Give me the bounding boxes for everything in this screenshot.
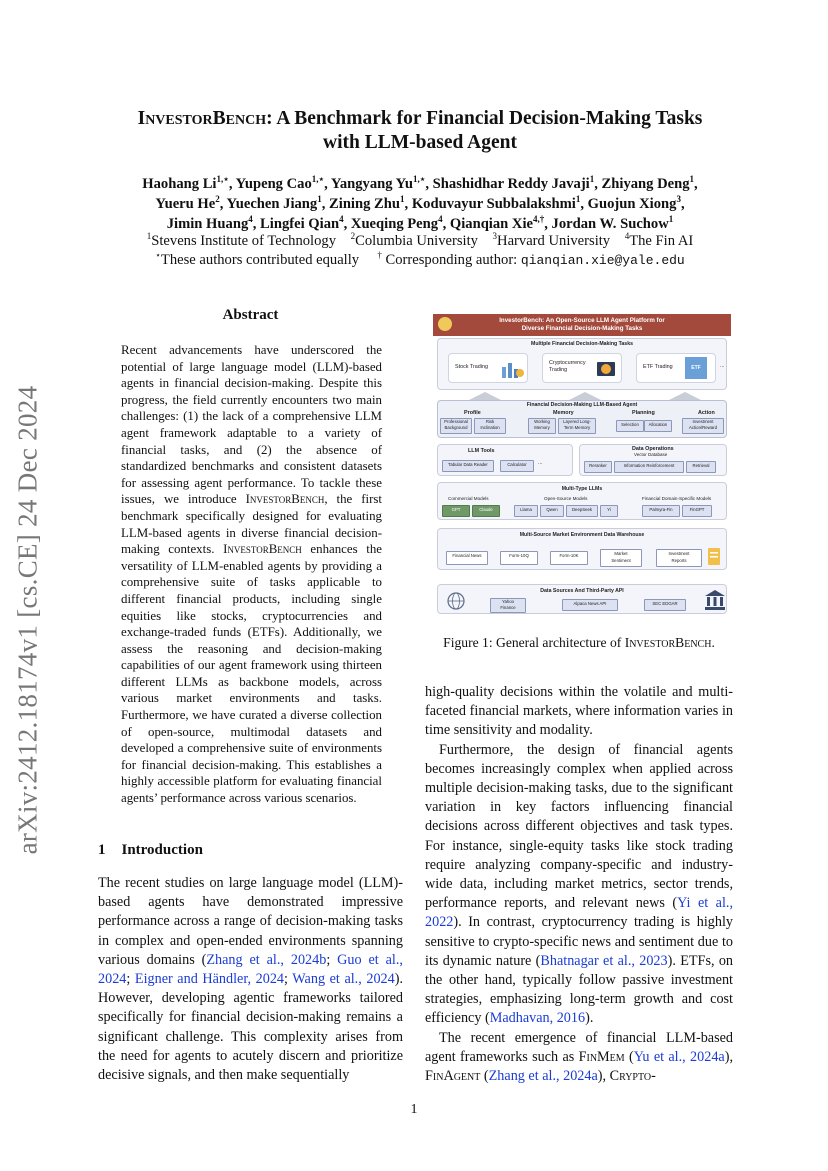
box-line: Background xyxy=(444,425,468,430)
intro-left-column xyxy=(98,874,403,1085)
figure-banner xyxy=(433,314,731,336)
intro-paragraph: The recent emergence of financial LLM-based agent frameworks such as FinMem (Yu et al., 2024a), FinAgent (Zhang et al., 2024a), Crypto- xyxy=(425,1029,733,1085)
document-icon xyxy=(706,547,722,567)
author-name: Yangyang Yu xyxy=(330,176,413,192)
citation-link[interactable]: Yi et al., 2022 xyxy=(425,895,733,931)
warehouse-title: Multi-Source Market Environment Data Warehouse xyxy=(519,532,645,538)
author-sup: 1,⋆ xyxy=(311,174,325,185)
box-line: Investment xyxy=(692,419,714,424)
src-sec-edgar: SEC EDGAR xyxy=(644,599,686,611)
memory-label: Memory xyxy=(553,410,574,416)
intro-text: Furthermore, the design of financial agents becomes increasingly complex when applied across multiple decision-making tasks, due to the significant variation in key factors influencing financial decisions across different objectives and task types. For instance, single-equity tasks like stock trading require analyzing company-specific and industry-wide data, including market metrics, sector trends, performance reports, and relevant news ( xyxy=(425,741,733,912)
commercial-label: Commercial Models xyxy=(448,496,489,501)
citation-separator: ), xyxy=(724,1048,733,1065)
sources-title: Data Sources And Third-Party API xyxy=(540,588,624,594)
tasks-panel xyxy=(437,338,727,390)
author-name: Yueru He xyxy=(155,196,216,212)
box-line: Yahoo xyxy=(501,599,515,604)
author-name: Yupeng Cao xyxy=(235,176,312,192)
intro-right-column xyxy=(425,683,733,1086)
title-benchmark-name: InvestorBench xyxy=(137,108,267,129)
author-name: Guojun Xiong xyxy=(587,196,677,212)
author-name: Yuechen Jiang xyxy=(226,196,318,212)
citation-link[interactable]: Guo et al., 2024 xyxy=(98,951,403,988)
data-warehouse-panel xyxy=(437,528,727,570)
model-qwen: Qwen xyxy=(540,505,564,517)
affil-sup: 1 xyxy=(146,231,152,242)
abstract-benchmark-name: InvestorBench xyxy=(223,542,302,557)
architecture-figure xyxy=(433,314,731,620)
profile-risk xyxy=(474,418,506,434)
author-line-3: Jimin Huang$^4$, Lingfei Qian$^4$, Xueqing Peng$^4$, Qianqian Xie$^{4,\dagger}$, Jordan W. Suchow$^1$ xyxy=(166,214,674,232)
llms-panel xyxy=(437,482,727,520)
planning-allocation: Allocation xyxy=(644,420,672,432)
intro-paragraph: high-quality decisions within the volatile and multi-faceted financial markets, where information varies in time sensitivity and modality. xyxy=(425,684,733,739)
author-sup: 3 xyxy=(676,194,681,205)
banner-line: InvestorBench: An Open-Source LLM Agent Platform for xyxy=(499,317,665,324)
box-line: Sentiment xyxy=(611,558,631,563)
affiliation-name: Columbia University xyxy=(355,233,478,249)
memory-working xyxy=(528,418,556,434)
op-info-reinforcement: Information Reinforcement xyxy=(614,461,684,473)
model-yi: Yi xyxy=(600,505,618,517)
etf-icon: ETF xyxy=(685,357,707,379)
author-name: Zhiyang Deng xyxy=(601,176,690,192)
author-line-1: Haohang $Li^{1,⋆}$, Yupeng Cao$^{1,⋆}$, Yangyang $Yu^{1,⋆}$, Shashidhar Reddy Javaji$^1$, Zhiyang Deng$^1$, xyxy=(142,174,698,192)
arxiv-sidebar-id xyxy=(6,365,50,875)
opensource-label: Open-Source Models xyxy=(544,496,588,501)
citation-link[interactable]: Eigner and Händler, 2024 xyxy=(134,971,285,988)
action-label: Action xyxy=(698,410,715,416)
box-line: Action/Reward xyxy=(689,425,717,430)
data-sources-panel xyxy=(437,584,727,614)
agent-panel xyxy=(437,400,727,438)
source-investment-reports xyxy=(656,549,702,567)
author-name: Zining Zhu xyxy=(329,196,401,212)
citation-link[interactable]: Zhang et al., 2024b xyxy=(206,951,327,968)
source-form-10k: Form-10K xyxy=(550,551,588,565)
box-line: Finance xyxy=(500,605,516,610)
author-sup: 4 xyxy=(248,214,253,225)
tool-calculator: Calculator xyxy=(500,460,534,472)
author-list xyxy=(70,174,770,234)
model-fingpt: FinGPT xyxy=(682,505,712,517)
author-name: Qianqian Xie xyxy=(449,216,533,232)
citation-link[interactable]: Madhavan, 2016 xyxy=(489,1010,586,1027)
framework-name: Crypto- xyxy=(609,1068,656,1085)
affil-sup: 3 xyxy=(492,231,498,242)
tool-tabular-reader: Tabular Data Reader xyxy=(442,460,494,472)
model-gpt: GPT xyxy=(442,505,470,517)
author-sup: 1 xyxy=(689,174,695,185)
box-line: Working xyxy=(534,419,550,424)
box-line: Memory xyxy=(534,425,550,430)
abstract-body xyxy=(121,342,382,807)
data-operations-panel xyxy=(579,444,727,476)
author-sup: 4 xyxy=(339,214,344,225)
box-line: Professional xyxy=(444,419,468,424)
author-sup: 2 xyxy=(215,194,220,205)
caption-suffix: . xyxy=(711,635,715,650)
paper-title xyxy=(90,107,750,155)
task-label: Cryptocurrency xyxy=(549,360,586,366)
planning-label: Planning xyxy=(632,410,655,416)
author-sup: 1 xyxy=(589,174,595,185)
profile-label: Profile xyxy=(464,410,481,416)
affiliations xyxy=(70,232,770,270)
corresponding-email[interactable]: qianqian.xie@yale.edu xyxy=(520,253,685,268)
llms-title: Multi-Type LLMs xyxy=(561,486,603,492)
vector-db-label: Vector Database xyxy=(634,452,668,457)
box-line: Reports xyxy=(671,558,687,563)
equal-sup: ⋆ xyxy=(155,250,161,261)
title-line2: with LLM-based Agent xyxy=(323,132,517,153)
abstract-text: , the first benchmark specifically designed for evaluating LLM-based agents in diverse financial decision-making contexts. xyxy=(121,492,382,557)
affiliation-name: Stevens Institute of Technology xyxy=(151,233,337,249)
findomain-label: Financial Domain-Specific Models xyxy=(642,496,712,501)
task-stock xyxy=(448,353,528,383)
more-ellipsis: ... xyxy=(538,460,543,466)
source-form-10q: Form-10Q xyxy=(500,551,538,565)
author-name: Haohang Li xyxy=(142,176,217,192)
author-sup: 1 xyxy=(575,194,581,205)
task-label: ETF Trading xyxy=(643,364,673,370)
citation-link[interactable]: Yu et al., 2024a xyxy=(633,1048,725,1065)
op-retrieval: Retrieval xyxy=(686,461,716,473)
affiliation-name: The Fin AI xyxy=(629,233,694,249)
robot-icon xyxy=(438,317,452,331)
task-label: Stock Trading xyxy=(455,364,488,370)
author-sup: 1 xyxy=(400,194,405,205)
affiliation-name: Harvard University xyxy=(497,233,611,249)
title-line1-rest: : A Benchmark for Financial Decision-Making Tasks xyxy=(266,108,703,129)
citation-link[interactable]: Bhatnagar et al., 2023 xyxy=(540,952,668,969)
box-line: Inclination xyxy=(480,425,500,430)
source-financial-news: Financial News xyxy=(446,551,488,565)
tools-title: LLM Tools xyxy=(468,448,495,454)
more-ellipsis: ... xyxy=(720,363,725,369)
bar-chart-icon xyxy=(501,359,525,379)
task-crypto xyxy=(542,353,622,383)
dataops-title: Data Operations xyxy=(632,446,674,452)
src-yahoo-finance xyxy=(490,598,526,613)
abstract-text: enhances the versatility of LLM-enabled agents by providing a comprehensive suite of tasks applicable to different financial products, including single equities like stocks, cryptocurrencies and exchange-traded funds (ETFs). Additionally, we assess the reasoning and decision-making capabilities of our agent framework using thirteen different LLMs as backbone models, across various market environments and tasks. Furthermore, we have curated a diverse collection of open-source, multimodal datasets and developed a comprehensive suite of environments for financial decision-making. This establishes a highly accessible platform for evaluating financial agents’ performance across various scenarios. xyxy=(121,542,382,806)
author-name: Shashidhar Reddy Javaji xyxy=(432,176,590,192)
author-name: Lingfei Qian xyxy=(260,216,340,232)
action-investment xyxy=(682,418,724,434)
tasks-title: Multiple Financial Decision-Making Tasks xyxy=(531,341,633,347)
caption-benchmark-name: InvestorBench xyxy=(624,635,712,650)
author-sup: 4 xyxy=(438,214,443,225)
affil-sup: 2 xyxy=(350,231,356,242)
corresponding-note: Corresponding author: xyxy=(385,252,521,268)
model-palmyra: Palmyra-Fin xyxy=(642,505,680,517)
intro-text: ). xyxy=(585,1010,594,1027)
corr-sup: † xyxy=(377,250,382,261)
model-claude: Claude xyxy=(472,505,500,517)
box-line: Layered Long- xyxy=(563,419,591,424)
citation-separator: ), xyxy=(597,1068,610,1085)
abstract-benchmark-name: InvestorBench xyxy=(245,492,325,507)
page-number: 1 xyxy=(410,1102,418,1117)
intro-text: The recent emergence of financial LLM-based agent frameworks such as xyxy=(425,1029,733,1065)
abstract-heading: Abstract xyxy=(222,307,279,323)
box-line: Market xyxy=(614,551,628,556)
framework-name: FinAgent xyxy=(425,1068,481,1085)
institution-icon xyxy=(704,589,726,611)
agent-title: Financial Decision-Making LLM-Based Agent xyxy=(526,402,638,408)
src-alpaca: Alpaca News API xyxy=(562,599,618,611)
section-number: 1 xyxy=(98,842,106,858)
affil-sup: 4 xyxy=(624,231,630,242)
author-sup: 1,⋆ xyxy=(412,174,426,185)
author-line-2: Yueru He$^2$, Yuechen Jiang$^1$, Zining Zhu$^1$, Koduvayur Subbalakshmi$^1$, Guojun Xiong$^3$, xyxy=(155,194,685,212)
intro-text: ). In contrast, cryptocurrency trading is highly sensitive to crypto-specific news and sentiment due to its dynamic nature ( xyxy=(425,914,733,969)
model-deepseek: DeepSeek xyxy=(566,505,598,517)
model-llama: Llama xyxy=(514,505,538,517)
author-sup: 1 xyxy=(668,214,674,225)
source-market-sentiment xyxy=(600,549,642,567)
section-title: Introduction xyxy=(121,842,203,858)
citation-separator: ; xyxy=(326,951,338,968)
intro-text: ). However, developing agentic frameworks tailored specifically for financial decision-making remains a significant challenge. This complexity arises from the need for agents to acutely discern and prioritize decisive signals, and then make sequentially xyxy=(98,971,404,1084)
llm-tools-panel xyxy=(437,444,573,476)
affiliation-line xyxy=(70,232,770,251)
profile-professional xyxy=(440,418,472,434)
intro-text: ). ETFs, on the other hand, typically follow passive investment strategies, emphasizing long-term growth and cost efficiency ( xyxy=(425,952,734,1027)
caption-text: Figure 1: General architecture of xyxy=(443,635,625,650)
abstract-text: Recent advancements have underscored the potential of large language model (LLM)-based agents in financial decision-making. Despite this progress, the field currently encounters two main challenges: (1) the lack of a comprehensive LLM agent framework adaptable to a variety of financial tasks, and (2) the absence of standardized benchmarks and consistent datasets for assessing agent performance. To tackle these issues, we introduce xyxy=(121,343,382,507)
figure-caption xyxy=(425,635,733,651)
equal-contribution-note: These authors contributed equally xyxy=(160,252,360,268)
task-etf xyxy=(636,353,716,383)
author-sup: 4,† xyxy=(533,214,545,225)
box-line: Investment xyxy=(668,551,690,556)
citation-link[interactable]: Zhang et al., 2024a xyxy=(488,1068,598,1085)
intro-paragraph xyxy=(425,741,733,1029)
arxiv-id-text: arXiv:2412.18174v1 [cs.CE] 24 Dec 2024 xyxy=(12,385,43,855)
intro-text: The recent studies on large language model (LLM)-based agents have demonstrated impressive performance across a range of decision-making tasks in complex and open-ended environments spanning various domains ( xyxy=(98,875,403,968)
op-reranker: Reranker xyxy=(584,461,612,473)
author-name: Koduvayur Subbalakshmi xyxy=(411,196,576,212)
author-sup: 1 xyxy=(317,194,322,205)
box-line: Risk xyxy=(485,419,495,424)
framework-name: FinMem xyxy=(578,1048,625,1065)
memory-longterm xyxy=(558,418,596,434)
author-name: Jordan W. Suchow xyxy=(551,216,669,232)
author-notes xyxy=(70,251,770,270)
author-sup: 1,⋆ xyxy=(216,174,229,185)
citation-separator: ; xyxy=(126,971,135,988)
bitcoin-icon xyxy=(595,359,619,379)
box-line: Term Memory xyxy=(563,425,591,430)
author-name: Jimin Huang xyxy=(166,216,249,232)
globe-icon xyxy=(446,591,466,611)
citation-separator: ; xyxy=(284,971,293,988)
section-heading-introduction xyxy=(98,842,203,859)
author-name: Xueqing Peng xyxy=(350,216,439,232)
task-label: Trading xyxy=(549,367,568,373)
planning-selection: Selection xyxy=(616,420,644,432)
citation-link[interactable]: Wang et al., 2024 xyxy=(292,971,395,988)
banner-line: Diverse Financial Decision-Making Tasks xyxy=(521,325,643,332)
